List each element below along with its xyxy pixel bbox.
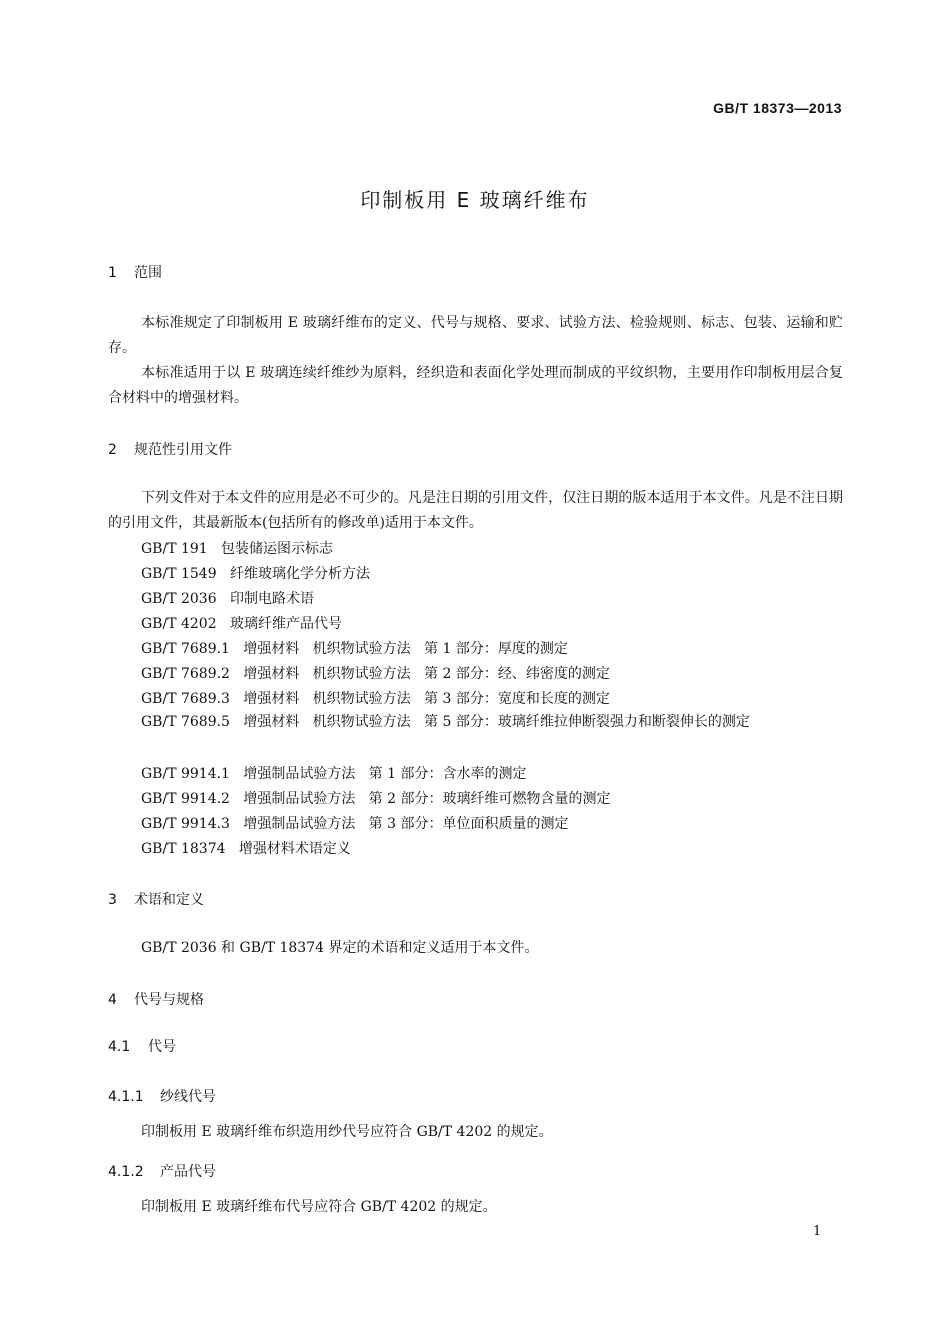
- section-number: 3: [108, 892, 117, 908]
- section-4-1-heading: [108, 1036, 176, 1056]
- section-title: 代号与规格: [134, 992, 204, 1008]
- section-4-1-2-paragraph: 印制板用 E 玻璃纤维布代号应符合 GB/T 4202 的规定。: [141, 1199, 497, 1215]
- section-title: 产品代号: [160, 1164, 216, 1180]
- section-1-heading: [108, 262, 162, 282]
- section-4-1-2-heading: [108, 1161, 216, 1181]
- section-2-paragraph-1: 下列文件对于本文件的应用是必不可少的。凡是注日期的引用文件，仅注日期的版本适用于本文件。凡是不注日期的引用文件，其最新版本(包括所有的修改单)适用于本文件。: [108, 490, 843, 531]
- section-number: 4.1.1: [108, 1089, 144, 1105]
- section-4-1-1-paragraph: 印制板用 E 玻璃纤维布织造用纱代号应符合 GB/T 4202 的规定。: [141, 1124, 553, 1140]
- section-title: 规范性引用文件: [134, 442, 232, 458]
- section-title: 范围: [134, 265, 162, 281]
- section-number: 4: [108, 992, 117, 1008]
- section-number: 1: [108, 265, 117, 281]
- reference-item: GB/T 2036 印制电路术语: [141, 591, 314, 607]
- reference-item: GB/T 191 包装储运图示标志: [141, 541, 334, 557]
- section-title: 代号: [148, 1039, 176, 1055]
- reference-item: GB/T 18374 增强材料术语定义: [141, 841, 351, 857]
- document-title: 印制板用 E 玻璃纤维布: [360, 188, 590, 212]
- section-4-heading: [108, 989, 204, 1009]
- reference-item: GB/T 7689.5 增强材料 机织物试验方法 第 5 部分：玻璃纤维拉伸断裂强力和断裂伸长的测定: [141, 714, 750, 730]
- reference-item: GB/T 7689.2 增强材料 机织物试验方法 第 2 部分：经、纬密度的测定: [141, 666, 610, 682]
- standard-number: GB/T 18373—2013: [713, 100, 842, 116]
- reference-item: GB/T 7689.3 增强材料 机织物试验方法 第 3 部分：宽度和长度的测定: [141, 691, 610, 707]
- section-3-paragraph-1: GB/T 2036 和 GB/T 18374 界定的术语和定义适用于本文件。: [141, 940, 539, 956]
- reference-item: GB/T 1549 纤维玻璃化学分析方法: [141, 566, 370, 582]
- section-1-paragraph-2: 本标准适用于以 E 玻璃连续纤维纱为原料，经织造和表面化学处理而制成的平纹织物，主要用作印制板用层合复合材料中的增强材料。: [108, 365, 843, 406]
- section-2-heading: [108, 439, 232, 459]
- section-title: 纱线代号: [160, 1089, 216, 1105]
- section-number: 2: [108, 442, 117, 458]
- section-3-heading: [108, 889, 204, 909]
- reference-item: GB/T 4202 玻璃纤维产品代号: [141, 616, 342, 632]
- reference-item: GB/T 7689.1 增强材料 机织物试验方法 第 1 部分：厚度的测定: [141, 641, 568, 657]
- section-number: 4.1: [108, 1039, 131, 1055]
- section-number: 4.1.2: [108, 1164, 144, 1180]
- page-number: 1: [813, 1224, 822, 1239]
- section-4-1-1-heading: [108, 1086, 216, 1106]
- reference-item: GB/T 9914.2 增强制品试验方法 第 2 部分：玻璃纤维可燃物含量的测定: [141, 791, 611, 807]
- section-title: 术语和定义: [134, 892, 204, 908]
- section-1-paragraph-1: 本标准规定了印制板用 E 玻璃纤维布的定义、代号与规格、要求、试验方法、检验规则、标志、包装、运输和贮存。: [108, 315, 843, 356]
- reference-item: GB/T 9914.1 增强制品试验方法 第 1 部分：含水率的测定: [141, 766, 527, 782]
- reference-item: GB/T 9914.3 增强制品试验方法 第 3 部分：单位面积质量的测定: [141, 816, 569, 832]
